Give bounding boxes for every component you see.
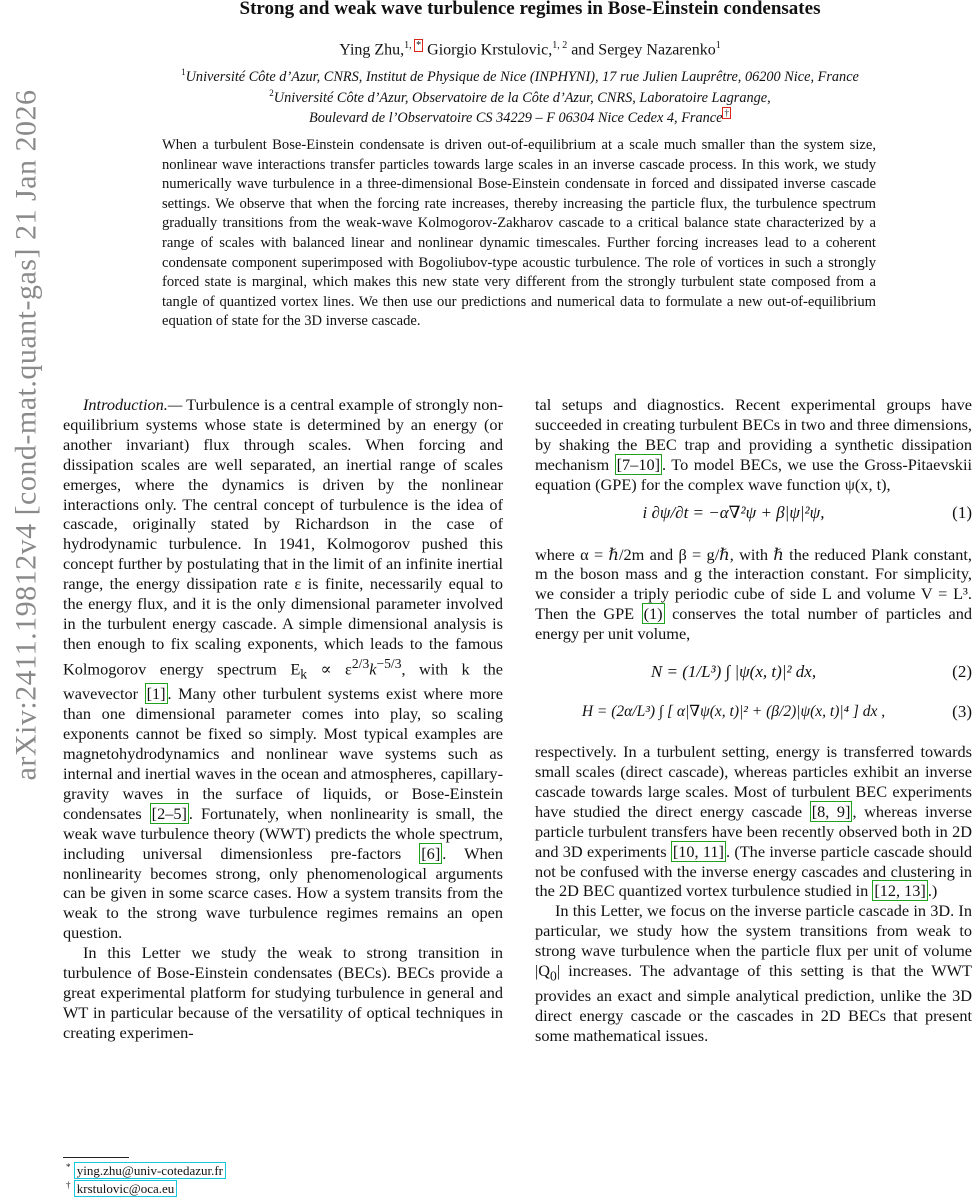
- citation-link[interactable]: [10, 11]: [672, 841, 724, 861]
- citation-link[interactable]: [1]: [146, 684, 166, 704]
- body-paragraph: where α = ℏ/2m and β = g/ℏ, with ℏ the reduced Plank constant, m the boson mass and g the interaction constant. For simplicity, we consider a triply periodic cube of side L and volume V = L³. Then the GPE (1) conserves the total number of particles and energy per unit volume,: [535, 544, 973, 644]
- affiliation-2-cont: Boulevard de l’Observatoire CS 34229 – F 06304 Nice Cedex 4, France †: [309, 108, 729, 126]
- citation-link[interactable]: [8, 9]: [811, 801, 851, 821]
- arxiv-sidebar-stamp: [4, 89, 48, 781]
- equation-particles: N = (1/L³) ∫ |ψ(x, t)|² dx,: [650, 662, 817, 682]
- right-column: [535, 395, 972, 1046]
- citation-link[interactable]: [2–5]: [151, 803, 187, 823]
- body-paragraph: tal setups and diagnostics. Recent experimental groups have succeeded in creating turbulent BECs in two and three dimensions, by shaking the BEC trap and providing a synthetic dissipation mechanism [7–10] . To model BECs, we use the Gross-Pitaevskii equation (GPE) for the complex wave function ψ(x, t),: [535, 395, 972, 494]
- author-name: and Sergey Nazarenko: [567, 41, 716, 59]
- equation-gpe: i ∂ψ/∂t = −α∇²ψ + β|ψ|²ψ,: [642, 502, 825, 522]
- equation-number: (1): [952, 502, 972, 522]
- equation-2: [535, 654, 972, 694]
- citation-link[interactable]: [6]: [421, 843, 441, 863]
- author-name: Ying Zhu,: [339, 41, 405, 59]
- author-list: [100, 40, 960, 59]
- author-affil-sup: 1: [715, 40, 721, 51]
- email-link[interactable]: krstulovic@oca.eu: [74, 1180, 178, 1197]
- equation-link[interactable]: (1): [643, 604, 663, 624]
- body-paragraph: In this Letter, we focus on the inverse particle cascade in 3D. In particular, we study how the system transitions from weak to strong wave turbulence when the particle flux per unit of volume $|Q_0|$ increases. The advantage of this setting is that the WWT provides an exact and simple analytical prediction, unlike the 3D direct energy cascade or the cascades in 2D BECs that present some mathematical issues.: [535, 901, 972, 1045]
- citation-link[interactable]: [12, 13]: [874, 881, 926, 901]
- body-paragraph: In this Letter we study the weak to strong transition in turbulence of Bose-Einstein condensates (BECs). BECs provide a great experimental platform for studying turbulence in general and WT in particular because of the versatility of optical techniques in creating experimen-: [63, 943, 503, 1042]
- author-name: Giorgio Krstulovic,: [423, 41, 553, 59]
- body-paragraph: respectively. In a turbulent setting, energy is transferred towards small scales (direct cascade), whereas particles exhibit an inverse cascade towards large scales. Most of turbulent BEC experiments have studied the direct energy cascade [8, 9] , whereas inverse particle turbulent transfers have been recently observed both in 2D and 3D experiments [10, 11] . (The inverse particle cascade should not be confused with the inverse energy cascades and clustering in the 2D BEC quantized vortex turbulence studied in [12, 13] .): [535, 742, 973, 901]
- email-footnote-link[interactable]: *: [416, 40, 422, 51]
- affiliation-2: $^2$Université Côte d’Azur, Observatoire de la Côte d’Azur, CNRS, Laboratoire Lagrange,: [269, 88, 771, 106]
- section-heading: Introduction.—: [83, 395, 183, 414]
- equation-number: (3): [952, 702, 972, 722]
- left-column: [63, 395, 503, 1043]
- footnote-email-2: † krstulovic@oca.eu: [66, 1180, 177, 1197]
- abstract: When a turbulent Bose-Einstein condensate is driven out-of-equilibrium at a scale much smaller than the system size, nonlinear wave interactions transfer particles towards large scales in an inverse cascade process. In this work, we study numerically wave turbulence in a three-dimensional Bose-Einstein condensate in forced and dissipated inverse cascade settings. We observe that when the forcing rate increases, thereby increasing the particle flux, the turbulence spectrum gradually transitions from the weak-wave Kolmogorov-Zakharov cascade to a critical balance state characterized by a range of scales with balanced linear and nonlinear dynamic timescales. Further forcing increases lead to a coherent condensate component superimposed with Bogoliubov-type acoustic turbulence. The role of vortices in such a strongly forced state is marginal, which makes this new state very different from the strongly turbulent state composed from a tangle of quantized vortex lines. We then use our predictions and numerical data to formulate a new out-of-equilibrium equation of state for the 3D inverse cascade.: [162, 137, 876, 330]
- author-affil-sup: 1, 2: [552, 40, 568, 51]
- footnote-rule: [63, 1157, 129, 1158]
- citation-link[interactable]: [7–10]: [616, 454, 661, 474]
- intro-paragraph: Introduction.— Turbulence is a central example of strongly non-equilibrium systems whose state is determined by an energy (or another invariant) flux through scales. When forcing and dissipation scales are well separated, an inertial range of scales emerges, where the dynamics is driven by the nonlinear interactions only. The central concept of turbulence is the idea of cascade, originally stated by Richardson in the case of hydrodynamic turbulence. In 1941, Kolmogorov pushed this concept further by postulating that in the limit of an infinite inertial range, the energy dissipation rate ε is finite, necessarily equal to the energy flux, and it is the only dimensional parameter involved in the turbulent energy cascade. A simple dimensional analysis is then enough to fix scaling exponents, which leads to the famous Kolmogorov energy spectrum $E_k \propto \varepsilon^{2/3}k^{-5/3}$, with k the wavevector [1] . Many other turbulent systems exist where more than one dimensional parameter comes into play, so scaling exponents cannot be fixed so simply. Most typical examples are magnetohydrodynamics and nonlinear wave systems such as internal and inertial waves in the ocean and atmospheres, capillary-gravity waves in the surface of liquids, or Bose-Einstein condensates [2–5] . Fortunately, when nonlinearity is small, the weak wave turbulence theory (WWT) predicts the whole spectrum, including universal dimensionless pre-factors [6] . When nonlinearity becomes strong, only phenomenological arguments can be given in some scarce cases. How a system transits from the weak to the strong wave turbulence regimes remains an open question.: [63, 395, 503, 943]
- footnote-email-1: * ying.zhu@univ-cotedazur.fr: [66, 1162, 226, 1179]
- equation-1: [535, 495, 972, 545]
- arxiv-identifier: arXiv:2411.19812v4 [cond-mat.quant-gas] 21 Jan 2026: [9, 89, 43, 781]
- equation-energy: H = (2α/L³) ∫ [ α|∇ψ(x, t)|² + (β/2)|ψ(x, t)|⁴ ] dx ,: [581, 703, 886, 721]
- paper-title: Strong and weak wave turbulence regimes in Bose-Einstein condensates: [239, 0, 821, 19]
- equation-number: (2): [952, 662, 972, 682]
- equation-3: [535, 694, 972, 742]
- author-affil-sup: 1, *: [404, 40, 422, 51]
- email-link[interactable]: ying.zhu@univ-cotedazur.fr: [74, 1162, 226, 1179]
- email-footnote-link[interactable]: †: [724, 108, 729, 118]
- affiliation-1: $^1$Université Côte d’Azur, CNRS, Institut de Physique de Nice (INPHYNI), 17 rue Julien Lauprêtre, 06200 Nice, France: [181, 67, 859, 85]
